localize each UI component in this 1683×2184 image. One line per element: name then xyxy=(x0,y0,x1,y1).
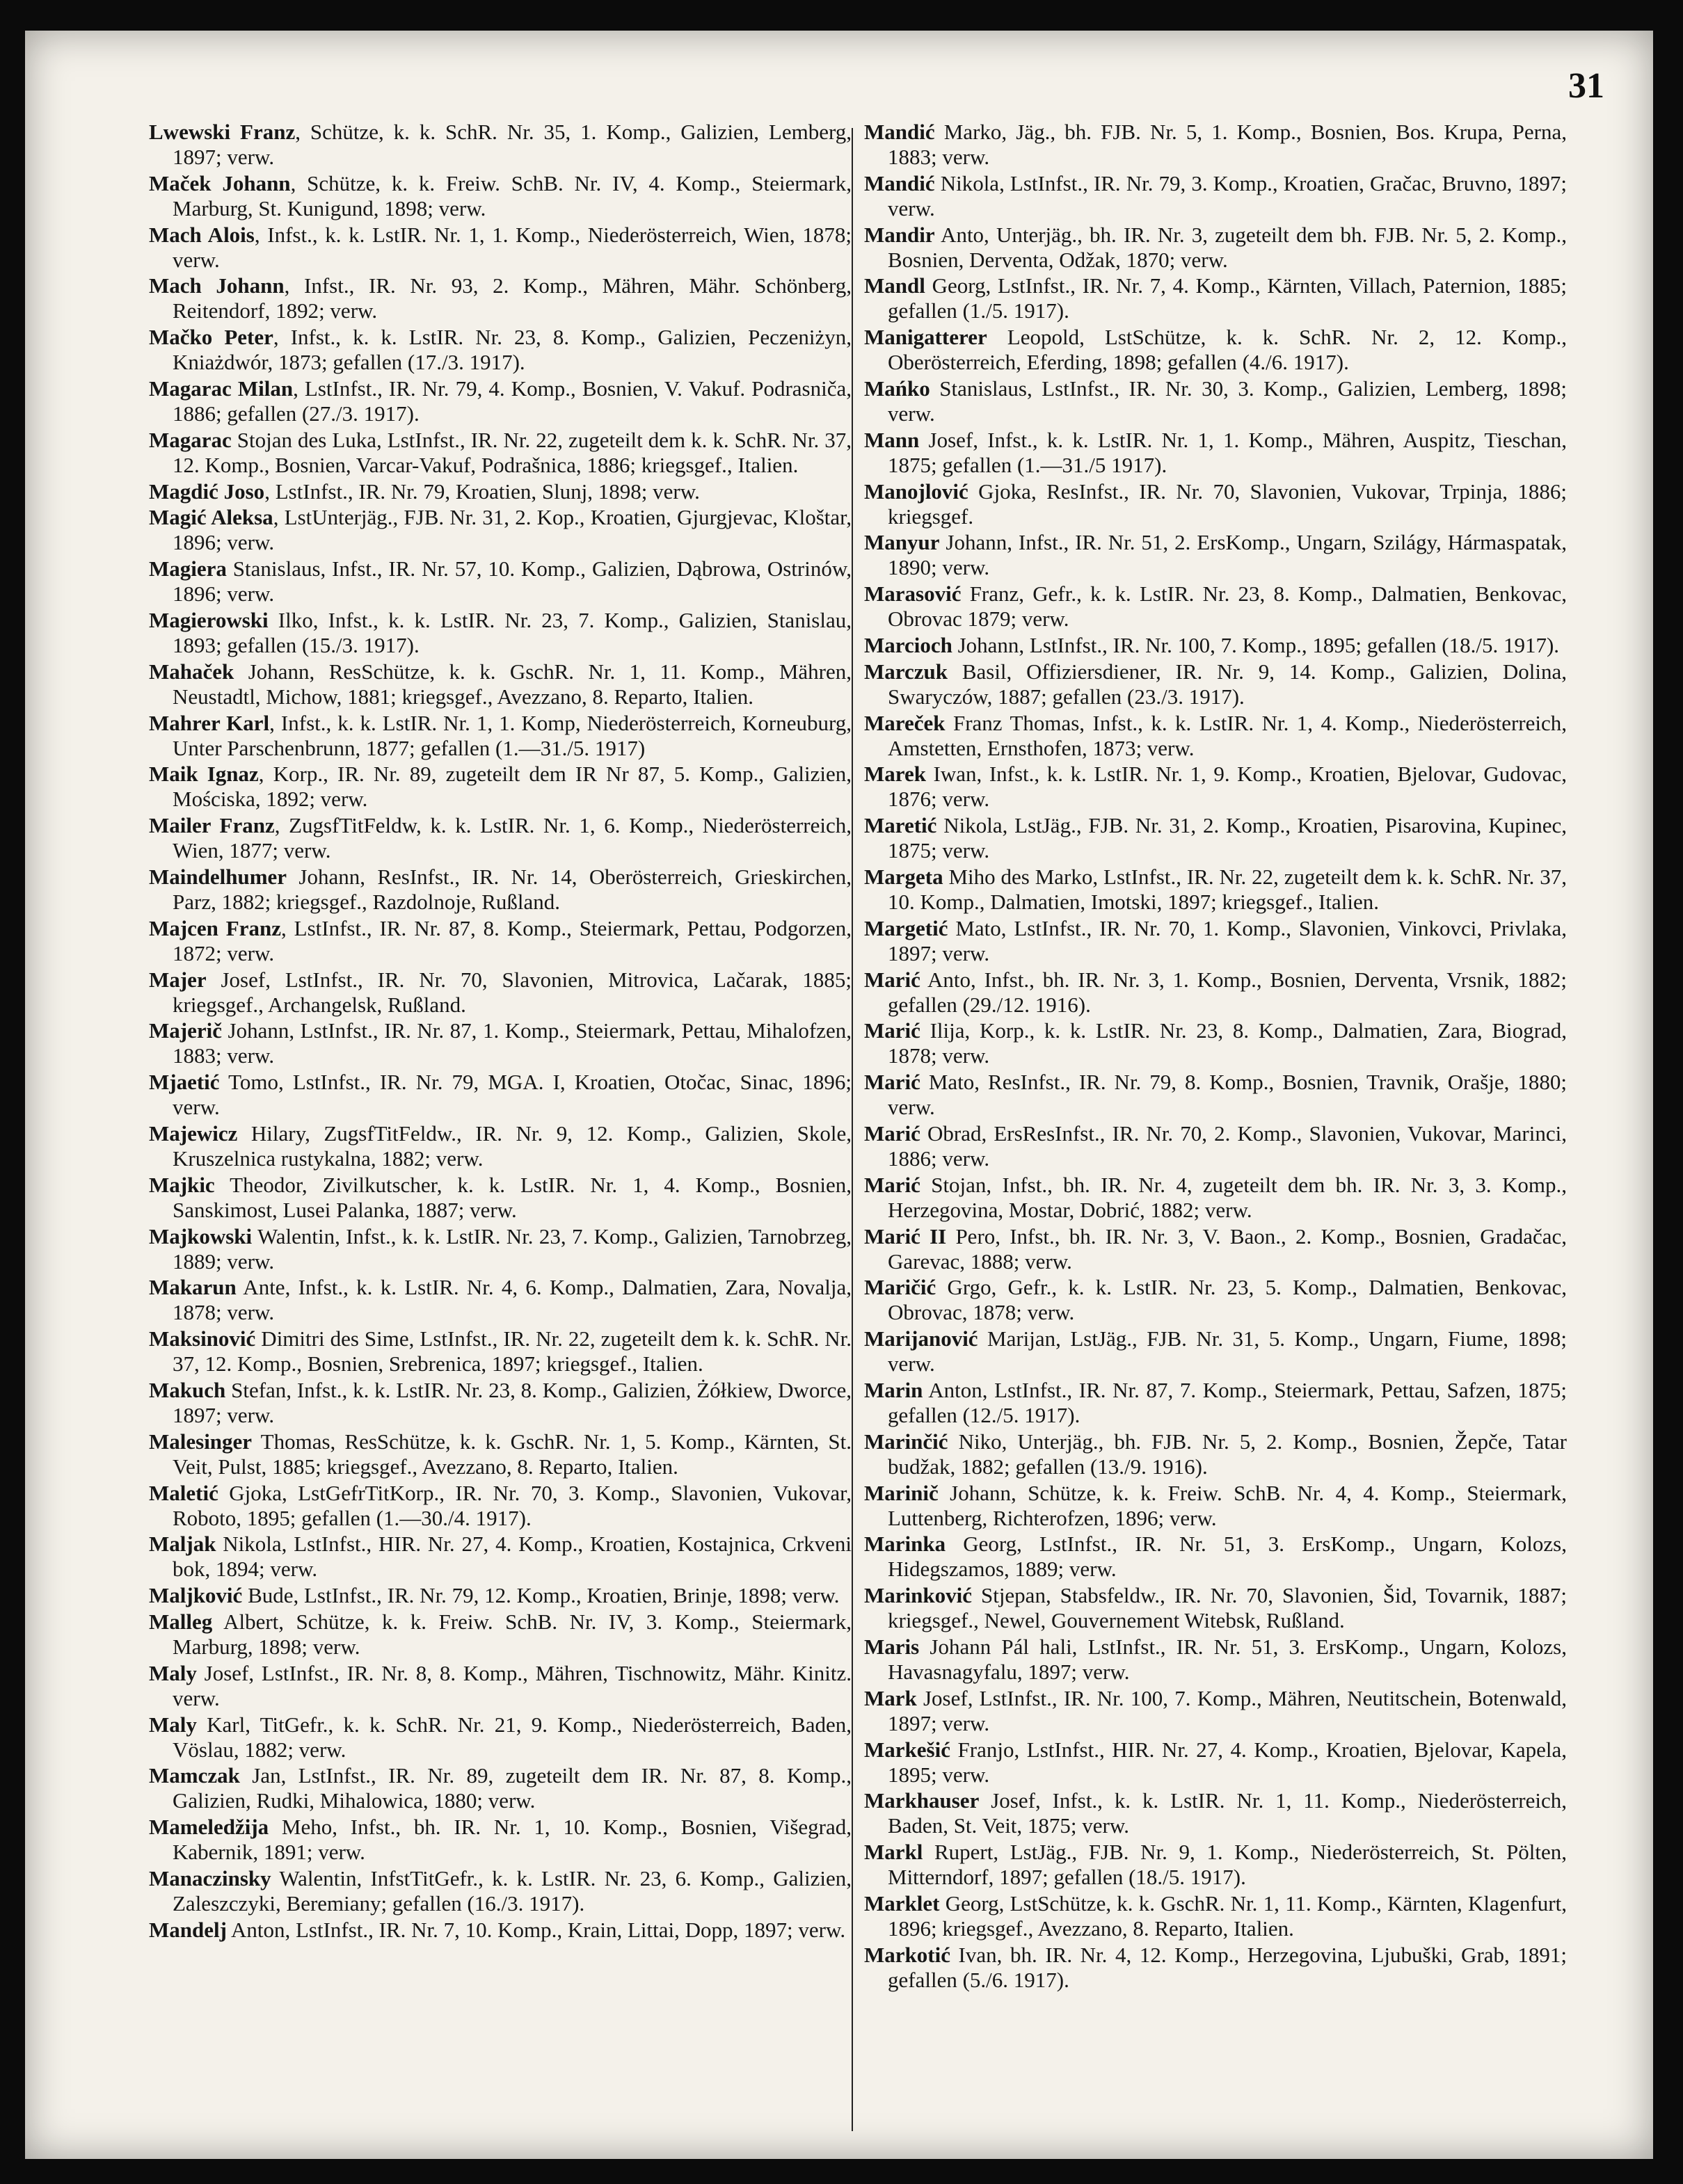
entry-surname: Markhauser xyxy=(864,1788,980,1813)
entry-surname: Mahaček xyxy=(149,659,234,684)
list-entry xyxy=(149,273,852,323)
entry-details: , Korp., IR. Nr. 89, zugeteilt dem IR Nr 87, 5. Komp., Galizien, Mościska, 1892; verw. xyxy=(173,762,852,812)
entry-details: Stjepan, Stabsfeldw., IR. Nr. 70, Slavonien, Šid, Tovarnik, 1887; kriegsgef., Newel, Gouvernement Witebsk, Rußland. xyxy=(888,1583,1567,1633)
entry-details: Johann, LstInfst., IR. Nr. 100, 7. Komp., 1895; gefallen (18./5. 1917). xyxy=(952,632,1560,657)
entry-details: Anto, Infst., bh. IR. Nr. 3, 1. Komp., Bosnien, Derventa, Vrsnik, 1882; gefallen (29./12. 1916). xyxy=(888,967,1567,1017)
entry-surname: Magierowski xyxy=(149,607,269,632)
entry-details: Johann Pál hali, LstInfst., IR. Nr. 51, 3. ErsKomp., Ungarn, Kolozs, Havasnagyfalu, 1897; verw. xyxy=(888,1634,1567,1684)
entry-surname: Mark xyxy=(864,1685,917,1710)
list-entry xyxy=(149,813,852,863)
entry-surname: Margeta xyxy=(864,864,943,889)
entry-surname: Majkic xyxy=(149,1172,215,1197)
entry-surname: Maindelhumer xyxy=(149,864,287,889)
list-entry xyxy=(149,1763,852,1813)
entry-surname: Majcen Franz xyxy=(149,915,281,940)
list-entry xyxy=(149,1121,852,1171)
list-entry xyxy=(864,1173,1567,1223)
column-divider xyxy=(852,128,853,2131)
list-entry xyxy=(149,428,852,478)
entry-details: Grgo, Gefr., k. k. LstIR. Nr. 23, 5. Komp., Dalmatien, Benkovac, Obrovac, 1878; verw. xyxy=(888,1275,1567,1325)
list-entry xyxy=(149,376,852,426)
entry-details: Miho des Marko, LstInfst., IR. Nr. 22, zugeteilt dem k. k. SchR. Nr. 37, 10. Komp., Dalmatien, Imotski, 1897; kriegsgef., Italien. xyxy=(888,864,1567,914)
entry-surname: Mamczak xyxy=(149,1763,240,1788)
entry-details: Anton, LstInfst., IR. Nr. 87, 7. Komp., Steiermark, Pettau, Safzen, 1875; gefallen (12./5. 1917). xyxy=(888,1377,1567,1427)
entry-surname: Marczuk xyxy=(864,659,948,684)
entry-details: Walentin, InfstTitGefr., k. k. LstIR. Nr. 23, 6. Komp., Galizien, Zaleszczyki, Beremiany; gefallen (16./3. 1917). xyxy=(173,1865,852,1916)
entry-surname: Lwewski Franz xyxy=(149,120,296,144)
entry-surname: Mareček xyxy=(864,710,946,735)
list-entry xyxy=(864,1686,1567,1736)
entry-surname: Marić xyxy=(864,1018,920,1043)
entry-details: Josef, LstInfst., IR. Nr. 70, Slavonien, Mitrovica, Lačarak, 1885; kriegsgef., Archangelsk, Rußland. xyxy=(173,967,852,1017)
entry-surname: Mahrer Karl xyxy=(149,710,270,735)
entry-details: Walentin, Infst., k. k. LstIR. Nr. 23, 7. Komp., Galizien, Tarnobrzeg, 1889; verw. xyxy=(173,1223,852,1274)
entry-surname: Mańko xyxy=(864,376,930,401)
entry-details: Georg, LstInfst., IR. Nr. 7, 4. Komp., Kärnten, Villach, Paternion, 1885; gefallen (1./5. 1917). xyxy=(888,273,1567,323)
entry-details: Mato, ResInfst., IR. Nr. 79, 8. Komp., Bosnien, Travnik, Orašje, 1880; verw. xyxy=(888,1070,1567,1120)
list-entry xyxy=(149,1532,852,1582)
list-entry xyxy=(149,1378,852,1428)
list-entry xyxy=(864,428,1567,478)
list-entry xyxy=(149,608,852,658)
list-entry xyxy=(864,1532,1567,1582)
page-number: 31 xyxy=(1568,66,1604,106)
entry-surname: Markotić xyxy=(864,1942,950,1967)
entry-details: Stanislaus, LstInfst., IR. Nr. 30, 3. Komp., Galizien, Lemberg, 1898; verw. xyxy=(888,376,1567,426)
entry-surname: Mann xyxy=(864,427,920,452)
entry-details: Franz Thomas, Infst., k. k. LstIR. Nr. 1, 4. Komp., Niederösterreich, Amstetten, Ernsthofen, 1873; verw. xyxy=(888,710,1567,760)
entry-details: Josef, Infst., k. k. LstIR. Nr. 1, 11. Komp., Niederösterreich, Baden, St. Veit, 1875; verw. xyxy=(888,1788,1567,1838)
entry-details: Albert, Schütze, k. k. Freiw. SchB. Nr. IV, 3. Komp., Steiermark, Marburg, 1898; verw. xyxy=(173,1609,852,1659)
entry-surname: Manaczinsky xyxy=(149,1865,271,1890)
list-entry xyxy=(149,120,852,170)
entry-surname: Maček Johann xyxy=(149,170,291,195)
entry-details: Marko, Jäg., bh. FJB. Nr. 5, 1. Komp., Bosnien, Bos. Krupa, Perna, 1883; verw. xyxy=(888,120,1567,169)
entry-surname: Majewicz xyxy=(149,1121,238,1146)
entry-details: , LstInfst., IR. Nr. 79, 4. Komp., Bosnien, V. Vakuf. Podrasniča, 1886; gefallen (27./3. 1917). xyxy=(173,376,852,426)
entry-surname: Maričić xyxy=(864,1275,936,1300)
entry-surname: Mandir xyxy=(864,222,935,247)
entry-surname: Maly xyxy=(149,1660,197,1685)
list-entry xyxy=(149,1224,852,1274)
list-entry xyxy=(149,223,852,273)
entry-details: Johann, Schütze, k. k. Freiw. SchB. Nr. 4, 4. Komp., Steiermark, Luttenberg, Richterofzen, 1896; verw. xyxy=(888,1480,1567,1530)
entry-surname: Majkowski xyxy=(149,1223,253,1248)
entry-surname: Marin xyxy=(864,1377,923,1402)
list-entry xyxy=(864,916,1567,966)
entry-details: , Infst., k. k. LstIR. Nr. 23, 8. Komp., Galizien, Peczeniżyn, Kniażdwór, 1873; gefallen (17./3. 1917). xyxy=(173,325,852,375)
list-entry xyxy=(149,659,852,709)
list-entry xyxy=(149,865,852,915)
entry-details: , Infst., k. k. LstIR. Nr. 1, 1. Komp., Niederösterreich, Wien, 1878; verw. xyxy=(173,222,852,272)
list-entry xyxy=(149,1173,852,1223)
list-entry xyxy=(864,1429,1567,1479)
entry-surname: Manigatterer xyxy=(864,325,987,350)
entry-surname: Maksinović xyxy=(149,1326,256,1351)
list-entry xyxy=(149,967,852,1018)
entry-details: Karl, TitGefr., k. k. SchR. Nr. 21, 9. Komp., Niederösterreich, Baden, Vöslau, 1882; verw. xyxy=(173,1712,852,1762)
entry-surname: Makarun xyxy=(149,1275,237,1300)
list-entry xyxy=(149,1275,852,1325)
entry-surname: Mandić xyxy=(864,170,935,195)
list-entry xyxy=(864,479,1567,529)
entry-surname: Magdić Joso xyxy=(149,479,265,504)
entry-surname: Marasović xyxy=(864,581,962,607)
entry-details: , Infst., IR. Nr. 93, 2. Komp., Mähren, Mähr. Schönberg, Reitendorf, 1892; verw. xyxy=(173,273,852,323)
list-entry xyxy=(149,1661,852,1711)
entry-surname: Magiera xyxy=(149,556,227,581)
list-entry xyxy=(864,581,1567,632)
list-entry xyxy=(864,1275,1567,1325)
entry-surname: Marinković xyxy=(864,1583,972,1608)
entry-details: Bude, LstInfst., IR. Nr. 79, 12. Komp., Kroatien, Brinje, 1898; verw. xyxy=(242,1583,840,1608)
entry-surname: Marijanović xyxy=(864,1326,978,1351)
list-entry xyxy=(149,325,852,375)
entry-surname: Malleg xyxy=(149,1609,213,1634)
entry-surname: Marek xyxy=(864,762,926,787)
entry-surname: Maik Ignaz xyxy=(149,762,259,787)
list-entry xyxy=(149,762,852,812)
entry-surname: Mandić xyxy=(864,120,935,144)
list-entry xyxy=(864,120,1567,170)
list-entry xyxy=(149,1609,852,1660)
entry-surname: Marinič xyxy=(864,1480,939,1505)
list-entry xyxy=(864,1840,1567,1890)
entry-details: , ZugsfTitFeldw, k. k. LstIR. Nr. 1, 6. Komp., Niederösterreich, Wien, 1877; verw. xyxy=(173,813,852,863)
entry-surname: Maljak xyxy=(149,1532,216,1557)
entry-surname: Magić Aleksa xyxy=(149,505,273,530)
list-entry xyxy=(864,659,1567,709)
entry-surname: Margetić xyxy=(864,915,948,940)
entry-surname: Maris xyxy=(864,1634,920,1659)
list-entry xyxy=(864,633,1567,658)
list-entry xyxy=(864,711,1567,761)
entry-surname: Maljković xyxy=(149,1583,243,1608)
list-entry xyxy=(149,916,852,966)
list-entry xyxy=(864,1018,1567,1068)
entry-details: Johann, LstInfst., IR. Nr. 87, 1. Komp., Steiermark, Pettau, Mihalofzen, 1883; verw. xyxy=(173,1018,852,1068)
list-entry xyxy=(864,530,1567,580)
list-entry xyxy=(864,376,1567,426)
list-entry xyxy=(864,813,1567,863)
entry-surname: Mach Alois xyxy=(149,222,255,247)
entry-surname: Majerič xyxy=(149,1018,222,1043)
entry-details: Jan, LstInfst., IR. Nr. 89, zugeteilt dem IR. Nr. 87, 8. Komp., Galizien, Rudki, Mihalowica, 1880; verw. xyxy=(173,1763,852,1813)
entry-details: Marijan, LstJäg., FJB. Nr. 31, 5. Komp., Ungarn, Fiume, 1898; verw. xyxy=(888,1326,1567,1376)
entry-surname: Magarac Milan xyxy=(149,376,294,401)
entry-surname: Mach Johann xyxy=(149,273,285,298)
list-entry xyxy=(864,223,1567,273)
list-entry xyxy=(864,1378,1567,1428)
list-entry xyxy=(864,1224,1567,1274)
entry-details: Stanislaus, Infst., IR. Nr. 57, 10. Komp., Galizien, Dąbrowa, Ostrinów, 1896; verw. xyxy=(173,556,852,607)
entry-details: Nikola, LstInfst., IR. Nr. 79, 3. Komp., Kroatien, Gračac, Bruvno, 1897; verw. xyxy=(888,170,1567,220)
entry-details: Theodor, Zivilkutscher, k. k. LstIR. Nr. 1, 4. Komp., Bosnien, Sanskimost, Lusei Palanka, 1887; verw. xyxy=(173,1172,852,1222)
entry-details: Josef, LstInfst., IR. Nr. 100, 7. Komp., Mähren, Neutitschein, Botenwald, 1897; verw. xyxy=(888,1685,1567,1735)
entry-details: Meho, Infst., bh. IR. Nr. 1, 10. Komp., Bosnien, Višegrad, Kabernik, 1891; verw. xyxy=(173,1815,852,1865)
list-entry xyxy=(864,1326,1567,1376)
entry-details: Josef, Infst., k. k. LstIR. Nr. 1, 1. Komp., Mähren, Auspitz, Tieschan, 1875; gefallen (1.—31./5 1917). xyxy=(888,427,1567,477)
entry-details: Thomas, ResSchütze, k. k. GschR. Nr. 1, 5. Komp., Kärnten, St. Veit, Pulst, 1885; kriegsgef., Avezzano, 8. Reparto, Italien. xyxy=(173,1429,852,1479)
entry-surname: Makuch xyxy=(149,1377,226,1402)
left-column xyxy=(149,120,852,1943)
list-entry xyxy=(864,762,1567,812)
entry-surname: Mačko Peter xyxy=(149,325,273,350)
entry-details: Anto, Unterjäg., bh. IR. Nr. 3, zugeteilt dem bh. FJB. Nr. 5, 2. Komp., Bosnien, Derventa, Odžak, 1870; verw. xyxy=(888,222,1567,272)
list-entry xyxy=(149,1481,852,1531)
entry-details: Iwan, Infst., k. k. LstIR. Nr. 1, 9. Komp., Kroatien, Bjelovar, Gudovac, 1876; verw. xyxy=(888,762,1567,812)
entry-details: Franjo, LstInfst., HIR. Nr. 27, 4. Komp., Kroatien, Bjelovar, Kapela, 1895; verw. xyxy=(888,1737,1567,1787)
list-entry xyxy=(864,171,1567,221)
entry-surname: Mameledžija xyxy=(149,1815,269,1840)
list-entry xyxy=(864,325,1567,375)
entry-surname: Maletić xyxy=(149,1480,218,1505)
list-entry xyxy=(149,479,852,504)
entry-details: , Infst., k. k. LstIR. Nr. 1, 1. Komp, Niederösterreich, Korneuburg, Unter Parschenbrunn, 1877; gefallen (1.—31./5. 1917) xyxy=(173,710,852,760)
entry-details: Mato, LstInfst., IR. Nr. 70, 1. Komp., Slavonien, Vinkovci, Privlaka, 1897; verw. xyxy=(888,915,1567,965)
entry-surname: Marić xyxy=(864,1070,920,1095)
entry-details: Ante, Infst., k. k. LstIR. Nr. 4, 6. Komp., Dalmatien, Zara, Novalja, 1878; verw. xyxy=(173,1275,852,1325)
entry-details: Stojan des Luka, LstInfst., IR. Nr. 22, zugeteilt dem k. k. SchR. Nr. 37, 12. Komp., Bosnien, Varcar-Vakuf, Podrašnica, 1886; kriegsgef., Italien. xyxy=(173,427,852,477)
entry-surname: Marić xyxy=(864,1172,920,1197)
list-entry xyxy=(149,1429,852,1479)
entry-details: , Schütze, k. k. SchR. Nr. 35, 1. Komp., Galizien, Lemberg, 1897; verw. xyxy=(173,120,852,169)
list-entry xyxy=(864,1788,1567,1838)
entry-surname: Maly xyxy=(149,1712,197,1737)
entry-details: Basil, Offiziersdiener, IR. Nr. 9, 14. Komp., Galizien, Dolina, Swaryczów, 1887; gefallen (23./3. 1917). xyxy=(888,659,1567,709)
entry-surname: Majer xyxy=(149,967,207,992)
right-column xyxy=(864,120,1567,1993)
list-entry xyxy=(864,273,1567,323)
list-entry xyxy=(864,1943,1567,1993)
entry-surname: Malesinger xyxy=(149,1429,253,1454)
entry-surname: Mandelj xyxy=(149,1917,227,1942)
entry-surname: Magarac xyxy=(149,427,232,452)
entry-details: Georg, LstInfst., IR. Nr. 51, 3. ErsKomp., Ungarn, Kolozs, Hidegszamos, 1889; verw. xyxy=(888,1532,1567,1582)
list-entry xyxy=(864,1481,1567,1531)
entry-details: , LstInfst., IR. Nr. 79, Kroatien, Slunj, 1898; verw. xyxy=(264,479,700,504)
entry-details: Gjoka, LstGefrTitKorp., IR. Nr. 70, 3. Komp., Slavonien, Vukovar, Roboto, 1895; gefallen (1.—30./4. 1917). xyxy=(173,1480,852,1530)
entry-details: Franz, Gefr., k. k. LstIR. Nr. 23, 8. Komp., Dalmatien, Benkovac, Obrovac 1879; verw. xyxy=(888,581,1567,632)
entry-details: Nikola, LstJäg., FJB. Nr. 31, 2. Komp., Kroatien, Pisarovina, Kupinec, 1875; verw. xyxy=(888,813,1567,863)
entry-details: , LstInfst., IR. Nr. 87, 8. Komp., Steiermark, Pettau, Podgorzen, 1872; verw. xyxy=(173,915,852,965)
entry-surname: Marić II xyxy=(864,1223,947,1248)
list-entry xyxy=(864,1891,1567,1941)
entry-surname: Marcioch xyxy=(864,632,952,657)
entry-details: Pero, Infst., bh. IR. Nr. 3, V. Baon., 2. Komp., Bosnien, Gradačac, Garevac, 1888; verw. xyxy=(888,1223,1567,1274)
entry-surname: Marinka xyxy=(864,1532,946,1557)
entry-details: , Schütze, k. k. Freiw. SchB. Nr. IV, 4. Komp., Steiermark, Marburg, St. Kunigund, 1898; verw. xyxy=(173,170,852,220)
list-entry xyxy=(149,1583,852,1608)
entry-surname: Mjaetić xyxy=(149,1070,220,1095)
list-entry xyxy=(864,1635,1567,1685)
entry-details: Johann, Infst., IR. Nr. 51, 2. ErsKomp., Ungarn, Szilágy, Hármaspatak, 1890; verw. xyxy=(888,530,1567,580)
entry-details: Hilary, ZugsfTitFeldw., IR. Nr. 9, 12. Komp., Galizien, Skole, Kruszelnica rustykalna, 1882; verw. xyxy=(173,1121,852,1171)
list-entry xyxy=(149,1326,852,1376)
entry-surname: Markešić xyxy=(864,1737,950,1762)
entry-surname: Mailer Franz xyxy=(149,813,275,838)
list-entry xyxy=(149,1918,852,1943)
entry-details: Stefan, Infst., k. k. LstIR. Nr. 23, 8. Komp., Galizien, Żółkiew, Dworce, 1897; verw. xyxy=(173,1377,852,1427)
entry-details: Leopold, LstSchütze, k. k. SchR. Nr. 2, 12. Komp., Oberösterreich, Eferding, 1898; gefallen (4./6. 1917). xyxy=(888,325,1567,375)
entry-details: Obrad, ErsResInfst., IR. Nr. 70, 2. Komp., Slavonien, Vukovar, Marinci, 1886; verw. xyxy=(888,1121,1567,1171)
list-entry xyxy=(149,1018,852,1068)
entry-details: Stojan, Infst., bh. IR. Nr. 4, zugeteilt dem bh. IR. Nr. 3, 3. Komp., Herzegovina, Mostar, Dobrić, 1882; verw. xyxy=(888,1172,1567,1222)
entry-details: Dimitri des Sime, LstInfst., IR. Nr. 22, zugeteilt dem k. k. SchR. Nr. 37, 12. Komp., Bosnien, Srebrenica, 1897; kriegsgef., Italien. xyxy=(173,1326,852,1376)
list-entry xyxy=(864,967,1567,1018)
list-entry xyxy=(864,1121,1567,1171)
entry-surname: Marić xyxy=(864,1121,920,1146)
entry-surname: Markl xyxy=(864,1840,923,1865)
list-entry xyxy=(149,1070,852,1120)
entry-details: Anton, LstInfst., IR. Nr. 7, 10. Komp., Krain, Littai, Dopp, 1897; verw. xyxy=(226,1917,846,1942)
list-entry xyxy=(864,1583,1567,1633)
entry-details: Gjoka, ResInfst., IR. Nr. 70, Slavonien, Vukovar, Trpinja, 1886; kriegsgef. xyxy=(888,479,1567,529)
list-entry xyxy=(149,556,852,607)
list-entry xyxy=(149,1712,852,1763)
list-entry xyxy=(149,505,852,555)
list-entry xyxy=(149,711,852,761)
list-entry xyxy=(864,865,1567,915)
entry-details: , LstUnterjäg., FJB. Nr. 31, 2. Kop., Kroatien, Gjurgjevac, Kloštar, 1896; verw. xyxy=(173,505,852,555)
list-entry xyxy=(149,1866,852,1916)
entry-surname: Marić xyxy=(864,967,920,992)
entry-surname: Manojlović xyxy=(864,479,968,504)
entry-details: Georg, LstSchütze, k. k. GschR. Nr. 1, 11. Komp., Kärnten, Klagenfurt, 1896; kriegsgef., Avezzano, 8. Reparto, Italien. xyxy=(888,1890,1567,1941)
entry-surname: Marklet xyxy=(864,1890,940,1916)
entry-surname: Manyur xyxy=(864,530,940,555)
entry-surname: Mandl xyxy=(864,273,925,298)
entry-details: Nikola, LstInfst., HIR. Nr. 27, 4. Komp., Kroatien, Kostajnica, Crkveni bok, 1894; verw. xyxy=(173,1532,852,1582)
entry-details: Johann, ResInfst., IR. Nr. 14, Oberösterreich, Grieskirchen, Parz, 1882; kriegsgef., Razdolnoje, Rußland. xyxy=(173,864,852,914)
entry-details: Ilko, Infst., k. k. LstIR. Nr. 23, 7. Komp., Galizien, Stanislau, 1893; gefallen (15./3. 1917). xyxy=(173,607,852,657)
entry-details: Niko, Unterjäg., bh. FJB. Nr. 5, 2. Komp., Bosnien, Žepče, Tatar budžak, 1882; gefallen (13./9. 1916). xyxy=(888,1429,1567,1479)
list-entry xyxy=(864,1737,1567,1788)
entry-details: Tomo, LstInfst., IR. Nr. 79, MGA. I, Kroatien, Otočac, Sinac, 1896; verw. xyxy=(173,1070,852,1120)
scanned-page xyxy=(25,31,1653,2159)
entry-details: Rupert, LstJäg., FJB. Nr. 9, 1. Komp., Niederösterreich, St. Pölten, Mitterndorf, 1897; gefallen (18./5. 1917). xyxy=(888,1840,1567,1890)
entry-details: Johann, ResSchütze, k. k. GschR. Nr. 1, 11. Komp., Mähren, Neustadtl, Michow, 1881; kriegsgef., Avezzano, 8. Reparto, Italien. xyxy=(173,659,852,709)
list-entry xyxy=(149,1815,852,1865)
list-entry xyxy=(864,1070,1567,1120)
entry-details: Josef, LstInfst., IR. Nr. 8, 8. Komp., Mähren, Tischnowitz, Mähr. Kinitz. verw. xyxy=(173,1660,852,1710)
entry-details: Ivan, bh. IR. Nr. 4, 12. Komp., Herzegovina, Ljubuški, Grab, 1891; gefallen (5./6. 1917). xyxy=(888,1942,1567,1992)
entry-surname: Marinčić xyxy=(864,1429,948,1454)
list-entry xyxy=(149,171,852,221)
entry-details: Ilija, Korp., k. k. LstIR. Nr. 23, 8. Komp., Dalmatien, Zara, Biograd, 1878; verw. xyxy=(888,1018,1567,1068)
entry-surname: Maretić xyxy=(864,813,937,838)
